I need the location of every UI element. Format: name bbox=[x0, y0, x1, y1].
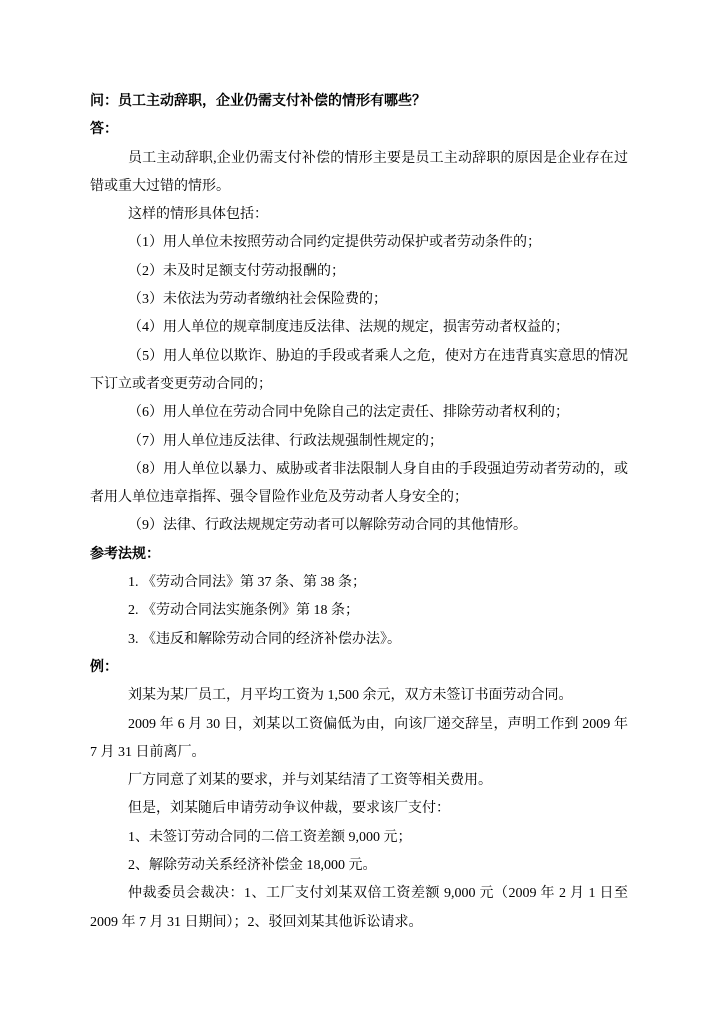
answer-item-8: （8）用人单位以暴力、威胁或者非法限制人身自由的手段强迫劳动者劳动的，或者用人单位违章指挥、强令冒险作业危及劳动者人身安全的； bbox=[90, 461, 628, 506]
answer-list-intro: 这样的情形具体包括： bbox=[128, 207, 268, 223]
reference-item-1: 1. 《劳动合同法》第 37 条、第 38 条； bbox=[128, 575, 366, 591]
question-line: 问：员工主动辞职，企业仍需支付补偿的情形有哪些？ bbox=[90, 94, 426, 109]
example-paragraph-4: 但是，刘某随后申请劳动争议仲裁，要求该厂支付： bbox=[128, 801, 450, 817]
answer-item-9: （9）法律、行政法规规定劳动者可以解除劳动合同的其他情形。 bbox=[128, 518, 527, 534]
reference-item-2: 2. 《劳动合同法实施条例》第 18 条； bbox=[128, 603, 359, 619]
answer-item-6: （6）用人单位在劳动合同中免除自己的法定责任、排除劳动者权利的； bbox=[128, 405, 569, 421]
answer-label: 答： bbox=[90, 122, 118, 138]
references-heading: 参考法规： bbox=[90, 546, 160, 562]
example-ruling-paragraph: 仲裁委员会裁决：1、工厂支付刘某双倍工资差额 9,000 元（2009 年 2 月 1 日至 2009 年 7 月 31 日期间）；2、驳回刘某其他诉讼请求。 bbox=[90, 886, 628, 930]
example-paragraph-3: 厂方同意了刘某的要求，并与刘某结清了工资等相关费用。 bbox=[128, 773, 492, 789]
answer-item-4: （4）用人单位的规章制度违反法律、法规的规定，损害劳动者权益的； bbox=[128, 320, 569, 336]
example-heading: 例： bbox=[90, 659, 118, 675]
answer-item-2: （2）未及时足额支付劳动报酬的； bbox=[128, 263, 345, 279]
example-paragraph-2: 2009 年 6 月 30 日，刘某以工资偏低为由，向该厂递交辞呈，声明工作到 2009 年 7 月 31 日前离厂。 bbox=[90, 716, 628, 760]
answer-item-7: （7）用人单位违反法律、行政法规强制性规定的； bbox=[128, 433, 443, 449]
answer-item-1: （1）用人单位未按照劳动合同约定提供劳动保护或者劳动条件的； bbox=[128, 235, 541, 251]
answer-intro-paragraph: 员工主动辞职,企业仍需支付补偿的情形主要是员工主动辞职的原因是企业存在过错或重大过错的情形。 bbox=[90, 150, 628, 194]
reference-item-3: 3. 《违反和解除劳动合同的经济补偿办法》。 bbox=[128, 631, 401, 647]
example-paragraph-1: 刘某为某厂员工，月平均工资为 1,500 余元，双方未签订书面劳动合同。 bbox=[128, 688, 573, 704]
example-claim-1: 1、未签订劳动合同的二倍工资差额 9,000 元； bbox=[128, 829, 412, 845]
answer-item-3: （3）未依法为劳动者缴纳社会保险费的； bbox=[128, 292, 387, 308]
answer-item-5: （5）用人单位以欺诈、胁迫的手段或者乘人之危，使对方在违背真实意思的情况下订立或者变更劳动合同的； bbox=[90, 348, 628, 392]
document-page bbox=[90, 88, 628, 937]
example-claim-2: 2、解除劳动关系经济补偿金 18,000 元。 bbox=[128, 858, 377, 874]
